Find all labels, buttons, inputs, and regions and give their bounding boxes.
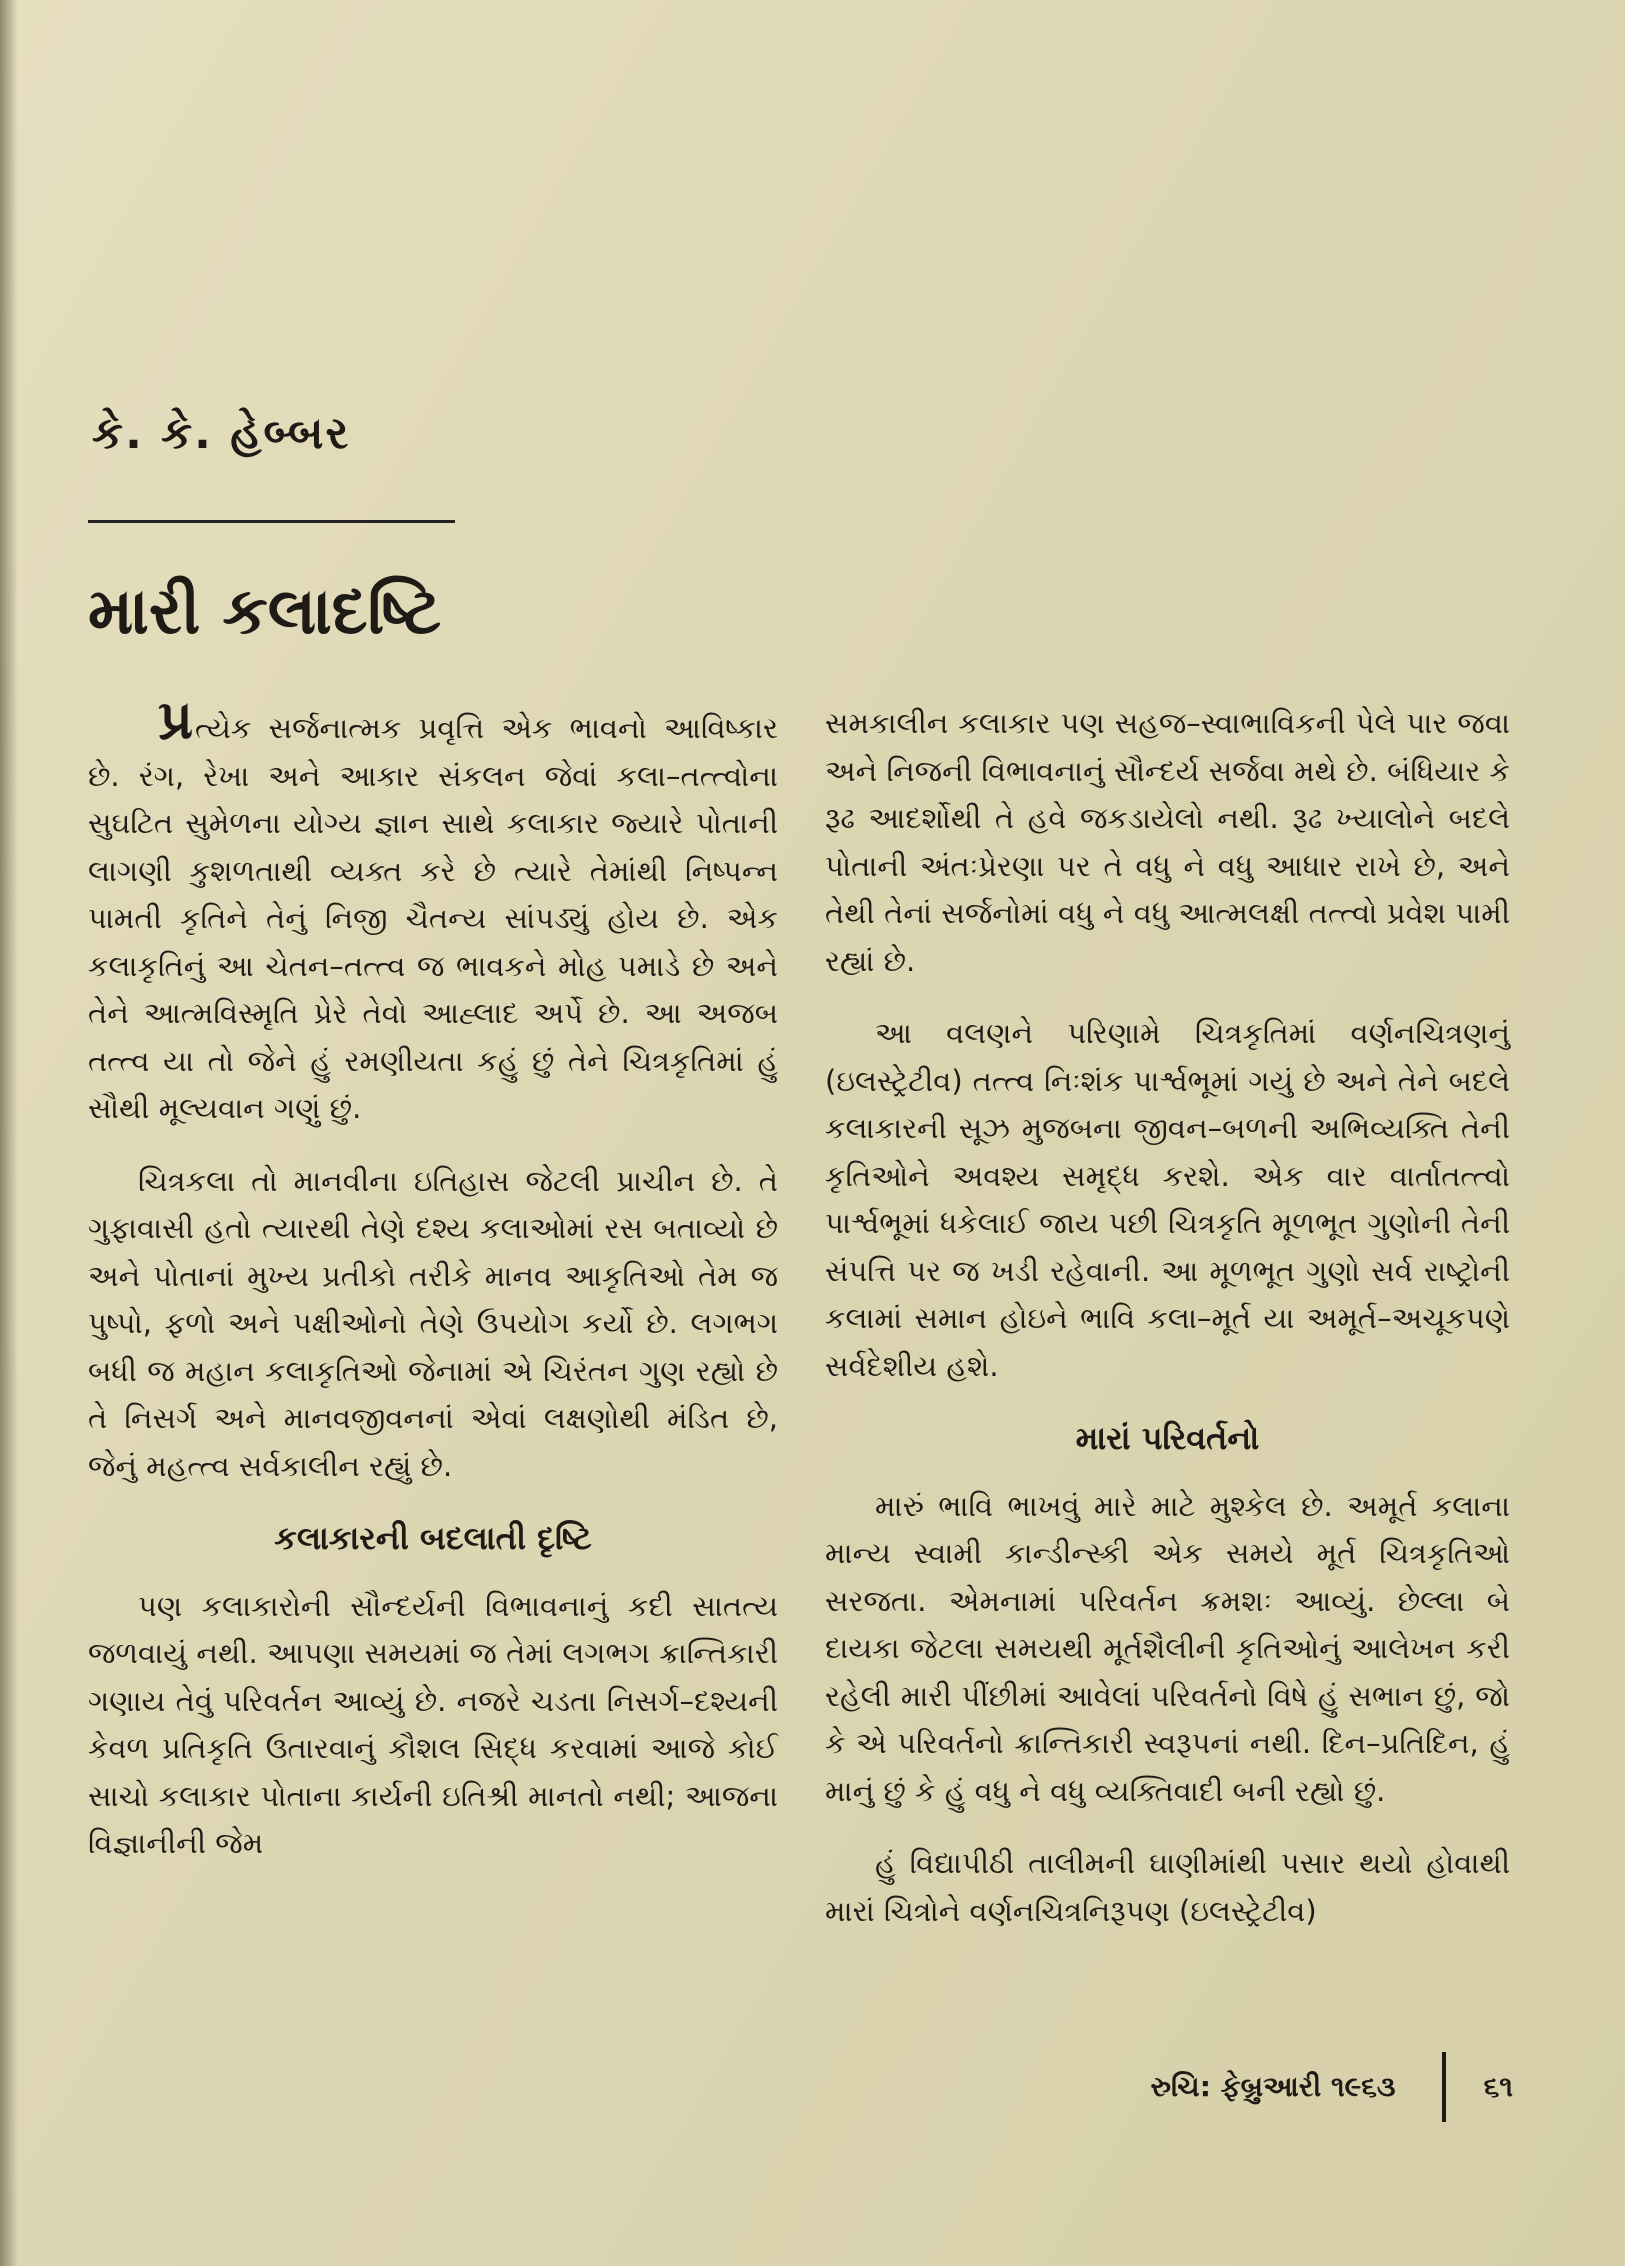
- paragraph: આ વલણને પરિણામે ચિત્રકૃતિમાં વર્ણનચિત્રણનું (ઇલસ્ટ્રેટીવ) તત્ત્વ નિઃશંક પાર્શ્વભૂમાં ગયું છે અને તેને બદલે કલાકારની સૂઝ મુજબના જીવન–બળની અભિવ્યક્તિ તેની કૃતિઓને અવશ્ય સમૃદ્ધ કરશે. એક વાર વાર્તાતત્ત્વો પાર્શ્વભૂમાં ધકેલાઈ જાય પછી ચિત્રકૃતિ મૂળભૂત ગુણોની તેની સંપત્તિ પર જ ખડી રહેવાની. આ મૂળભૂત ગુણો સર્વ રાષ્ટ્રોની કલામાં સમાન હોઇને ભાવિ કલા–મૂર્ત યા અમૂર્ત–અચૂકપણે સર્વદેશીય હશે.: [825, 1016, 1510, 1383]
- left-column: [88, 688, 778, 1893]
- paragraph: પણ કલાકારોની સૌન્દર્યની વિભાવનાનું કદી સાતત્ય જળવાયું નથી. આપણા સમયમાં જ તેમાં લગભગ ક્રાન્તિકારી ગણાય તેવું પરિવર્તન આવ્યું છે. નજરે ચડતા નિસર્ગ–દશ્યની કેવળ પ્રતિકૃતિ ઉતારવાનું કૌશલ સિદ્ધ કરવામાં આજે કોઈ સાચો કલાકાર પોતાના કાર્યની ઇતિશ્રી માનતો નથી; આજના વિજ્ઞાનીની જેમ: [88, 1588, 778, 1860]
- footer-separator: [1442, 2052, 1446, 2122]
- right-column: [825, 700, 1510, 1960]
- section-heading: કલાકારની બદલાતી દૃષ્ટિ: [274, 1519, 592, 1557]
- paragraph: હું વિદ્યાપીઠી તાલીમની ઘાણીમાંથી પસાર થયો હોવાથી મારાં ચિત્રોને વર્ણનચિત્રનિરૂપણ (ઇલસ્ટ્રેટીવ): [825, 1846, 1510, 1928]
- drop-cap: પ્ર: [158, 688, 194, 751]
- author-name: કે. કે. હેબ્બર: [92, 408, 351, 459]
- paragraph: સમકાલીન કલાકાર પણ સહજ–સ્વાભાવિકની પેલે પાર જવા અને નિજની વિભાવનાનું સૌન્દર્ય સર્જવા મથે છે. બંધિયાર કે રૂઢ આદર્શોથી તે હવે જકડાયેલો નથી. રૂઢ ખ્યાલોને બદલે પોતાની અંતઃપ્રેરણા પર તે વધુ ને વધુ આધાર રાખે છે, અને તેથી તેનાં સર્જનોમાં વધુ ને વધુ આત્મલક્ષી તત્ત્વો પ્રવેશ પામી રહ્યાં છે.: [825, 706, 1510, 978]
- paragraph-text: ત્યેક સર્જનાત્મક પ્રવૃત્તિ એક ભાવનો આવિષ્કાર છે. રંગ, રેખા અને આકાર સંકલન જેવાં કલા–તત્ત્વોના સુઘટિત સુમેળના યોગ્ય જ્ઞાન સાથે કલાકાર જ્યારે પોતાની લાગણી કુશળતાથી વ્યક્ત કરે છે ત્યારે તેમાંથી નિષ્પન્ન પામતી કૃતિને તેનું નિજી ચૈતન્ય સાંપડ્યું હોય છે. એક કલાકૃતિનું આ ચેતન–તત્ત્વ જ ભાવકને મોહ પમાડે છે અને તેને આત્મવિસ્મૃતિ પ્રેરે તેવો આહ્લાદ અર્પે છે. આ અજબ તત્ત્વ યા તો જેને હું રમણીયતા કહું છું તેને ચિત્રકૃતિમાં હું સૌથી મૂલ્યવાન ગણું છું.: [88, 711, 778, 1125]
- paragraph: [88, 688, 778, 1133]
- title-rule: [88, 520, 455, 523]
- publication-info: રુચિ: ફેબ્રુઆરી ૧૯૬૩: [1150, 2070, 1396, 2103]
- paragraph: મારું ભાવિ ભાખવું મારે માટે મુશ્કેલ છે. અમૂર્ત કલાના માન્ય સ્વામી કાન્ડીન્સ્કી એક સમયે મૂર્ત ચિત્રકૃતિઓ સરજતા. એમનામાં પરિવર્તન ક્રમશઃ આવ્યું. છેલ્લા બે દાયકા જેટલા સમયથી મૂર્તશૈલીની કૃતિઓનું આલેખન કરી રહેલી મારી પીંછીમાં આવેલાં પરિવર્તનો વિષે હું સભાન છું, જો કે એ પરિવર્તનો ક્રાન્તિકારી સ્વરૂપનાં નથી. દિન–પ્રતિદિન, હું માનું છું કે હું વધુ ને વધુ વ્યક્તિવાદી બની રહ્યો છું.: [825, 1488, 1510, 1808]
- page-footer: [1150, 2052, 1513, 2122]
- paragraph: ચિત્રકલા તો માનવીના ઇતિહાસ જેટલી પ્રાચીન છે. તે ગુફાવાસી હતો ત્યારથી તેણે દશ્ય કલાઓમાં રસ બતાવ્યો છે અને પોતાનાં મુખ્ય પ્રતીકો તરીકે માનવ આકૃતિઓ તેમ જ પુષ્પો, ફળો અને પક્ષીઓનો તેણે ઉપયોગ કર્યો છે. લગભગ બધી જ મહાન કલાકૃતિઓ જેનામાં એ ચિરંતન ગુણ રહ્યો છે તે નિસર્ગ અને માનવજીવનનાં એવાં લક્ષણોથી મંડિત છે, જેનું મહત્ત્વ સર્વકાલીન રહ્યું છે.: [88, 1163, 778, 1483]
- article-title: મારી કલાદષ્ટિ: [88, 575, 442, 649]
- page-number: ૬૧: [1483, 2070, 1513, 2103]
- section-heading: મારાં પરિવર્તનો: [1075, 1419, 1260, 1457]
